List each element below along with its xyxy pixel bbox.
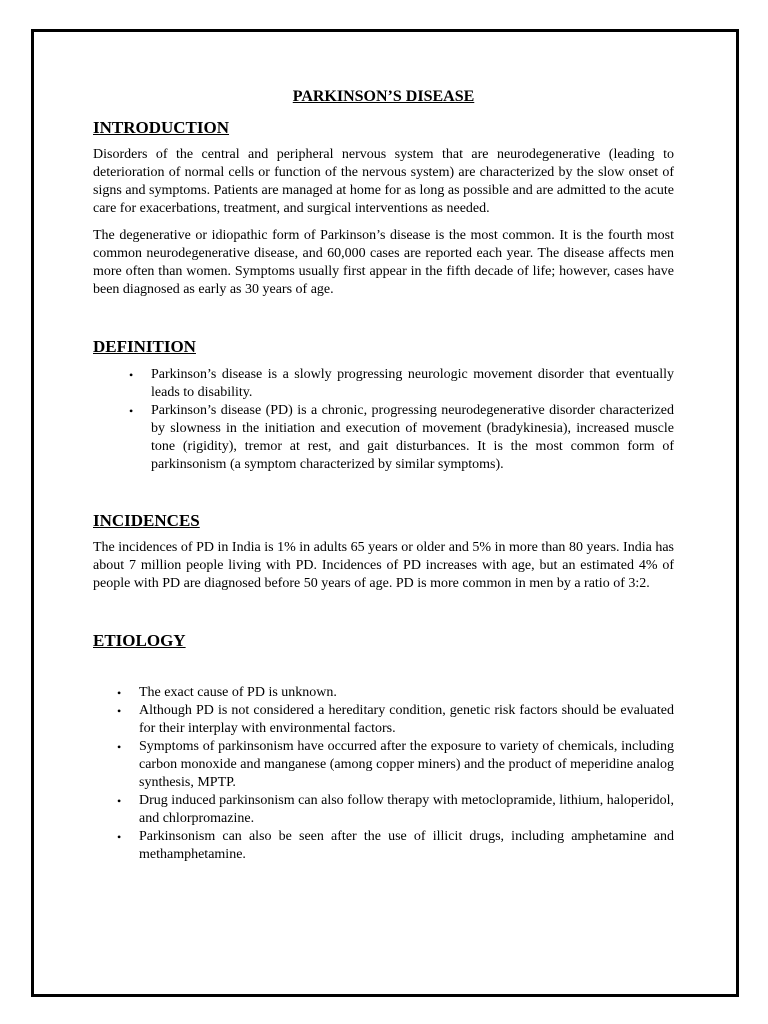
document-body: [93, 87, 674, 864]
bullet-icon: •: [117, 794, 122, 808]
bullet-icon: •: [129, 368, 134, 382]
definition-heading: DEFINITION: [93, 337, 196, 356]
etiology-item-text: Although PD is not considered a hereditary condition, genetic risk factors should be evaluated for their interplay with environmental factors.: [139, 703, 674, 736]
definition-item: [129, 366, 674, 402]
incidences-paragraph: The incidences of PD in India is 1% in adults 65 years or older and 5% in more than 80 years. India has about 7 million people living with PD. Incidences of PD increases with age, but an estimated 4% of people with PD are diagnosed before 50 years of age. PD is more common in men by a ratio of 3:2.: [93, 540, 674, 591]
definition-item: [129, 402, 674, 474]
bullet-icon: •: [117, 830, 122, 844]
incidences-heading: INCIDENCES: [93, 511, 200, 530]
document-title: PARKINSON’S DISEASE: [292, 88, 475, 105]
etiology-item-text: Parkinsonism can also be seen after the use of illicit drugs, including amphetamine and methamphetamine.: [139, 829, 674, 862]
etiology-item: [117, 702, 674, 738]
definition-item-text: Parkinson’s disease is a slowly progressing neurologic movement disorder that eventually leads to disability.: [151, 367, 674, 400]
etiology-item-text: Symptoms of parkinsonism have occurred after the exposure to variety of chemicals, including carbon monoxide and manganese (among copper miners) and the product of meperidine analog synthesis, MPTP.: [139, 739, 674, 790]
definition-list: [93, 366, 674, 474]
introduction-heading: INTRODUCTION: [93, 118, 230, 137]
bullet-icon: •: [117, 704, 122, 718]
etiology-item: [117, 828, 674, 864]
bullet-icon: •: [117, 686, 122, 700]
introduction-paragraph-2: The degenerative or idiopathic form of Parkinson’s disease is the most common. It is the fourth most common neurodegenerative disease, and 60,000 cases are reported each year. The disease affects men more often than women. Symptoms usually first appear in the fifth decade of life; however, cases have been diagnosed as early as 30 years of age.: [93, 228, 674, 297]
introduction-paragraph-1: Disorders of the central and peripheral nervous system that are neurodegenerative (leading to deterioration of normal cells or function of the nervous system) are characterized by the slow onset of signs and symptoms. Patients are managed at home for as long as possible and are admitted to the acute care for exacerbations, treatment, and surgical interventions as needed.: [93, 147, 674, 216]
etiology-item: [117, 738, 674, 792]
etiology-item: [117, 684, 674, 702]
etiology-item: [117, 792, 674, 828]
etiology-item-text: The exact cause of PD is unknown.: [139, 685, 337, 700]
etiology-list: [93, 684, 674, 864]
bullet-icon: •: [129, 404, 134, 418]
definition-item-text: Parkinson’s disease (PD) is a chronic, progressing neurodegenerative disorder characterized by slowness in the initiation and execution of movement (bradykinesia), increased muscle tone (rigidity), tremor at rest, and gait disturbances. It is the most common form of parkinsonism (a symptom characterized by similar symptoms).: [151, 403, 674, 472]
etiology-item-text: Drug induced parkinsonism can also follow therapy with metoclopramide, lithium, haloperidol, and chlorpromazine.: [139, 793, 674, 826]
bullet-icon: •: [117, 740, 122, 754]
etiology-heading: ETIOLOGY: [93, 631, 186, 650]
